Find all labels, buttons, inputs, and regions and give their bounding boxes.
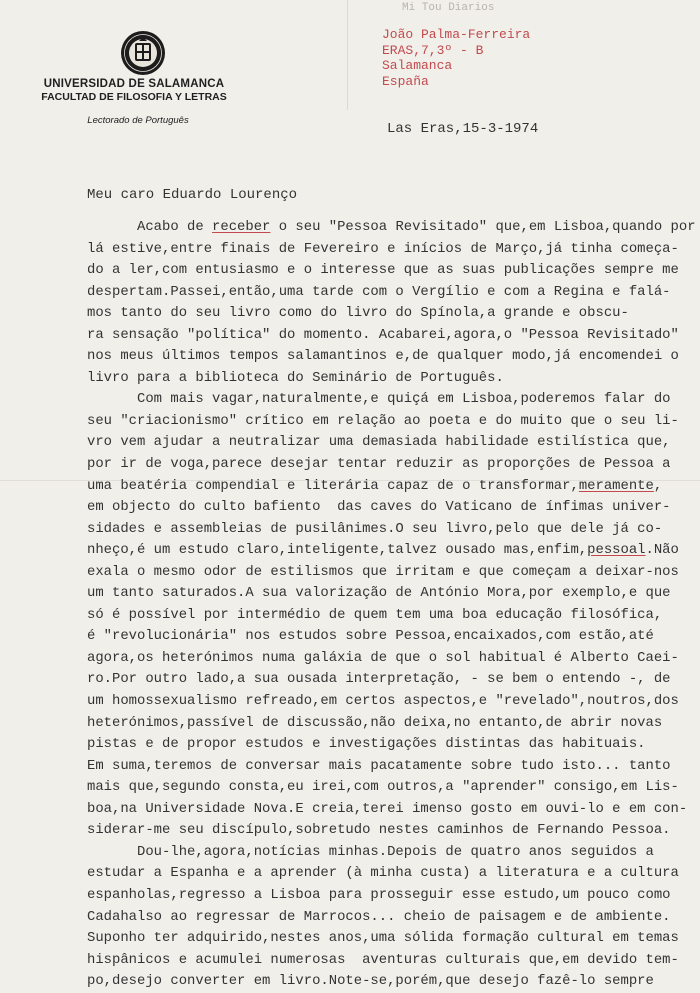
- body-line: [87, 691, 691, 713]
- body-text-segment: ,: [653, 477, 663, 494]
- body-text-segment: nheço,é um estudo claro,inteligente,talvez ousado mas,enfim,: [87, 542, 588, 559]
- body-line: [87, 756, 691, 778]
- body-text-segment: uma beatéria compendial e literária capaz de o transformar,: [87, 477, 579, 494]
- body-line: [87, 713, 691, 735]
- body-text-segment: ro.Por outro lado,a sua ousada interpretação, - se bem o entendo -, de: [87, 671, 671, 688]
- body-line: [87, 454, 691, 476]
- sender-city: Salamanca: [382, 58, 453, 73]
- body-text-segment: despertam.Passei,então,uma tarde com o Vergílio e com a Regina e falá-: [87, 283, 671, 300]
- body-text-segment: Suponho ter adquirido,nestes anos,uma sólida formação cultural em temas: [87, 930, 679, 947]
- body-text-segment: boa,na Universidade Nova.E creia,terei imenso gosto em ouvi-lo e em con-: [87, 800, 688, 817]
- body-text-segment: ra sensação "política" do momento. Acabarei,agora,o "Pessoa Revisitado": [87, 326, 679, 343]
- body-line: [87, 562, 691, 584]
- body-line: [87, 820, 691, 842]
- body-text-segment: Cadahalso ao regressar de Marrocos... cheio de paisagem e de ambiente.: [87, 908, 671, 925]
- body-text-segment: só é possível por intermédio de quem tem uma boa educação filosófica,: [87, 606, 663, 623]
- department-name: Lectorado de Português: [87, 115, 189, 126]
- body-line: [87, 842, 691, 864]
- body-line: [87, 605, 691, 627]
- body-line: [87, 389, 691, 411]
- body-line: [87, 971, 691, 993]
- body-text-segment: seu "criacionismo" crítico em relação ao poeta e do muito que o seu li-: [87, 412, 679, 429]
- university-seal-icon: [120, 30, 166, 76]
- body-text-segment: por ir de voga,parece desejar tentar reduzir as proporções de Pessoa a: [87, 456, 671, 473]
- body-text-segment: .Não: [645, 542, 679, 559]
- sender-country: España: [382, 73, 429, 89]
- body-text-segment: estudar a Espanha e a aprender (à minha custa) a literatura e a cultura: [87, 865, 679, 882]
- body-text-segment: em objecto do culto bafiento das caves do Vaticano de ínfimas univer-: [87, 499, 671, 516]
- university-name: UNIVERSIDAD DE SALAMANCA: [43, 78, 225, 90]
- body-text-segment: espanholas,regresso a Lisboa para prosseguir esse estudo,um pouco como: [87, 886, 671, 903]
- body-text-segment: mos tanto do seu livro como do livro do Spínola,a grande e obscu-: [87, 305, 629, 322]
- body-text-segment: exala o mesmo odor de estilismos que irritam e que começam a deixar-nos: [87, 563, 679, 580]
- body-line: [87, 799, 691, 821]
- body-line: [87, 540, 691, 562]
- underlined-word: meramente: [578, 477, 654, 494]
- body-line: [87, 303, 691, 325]
- body-line: [87, 626, 691, 648]
- body-line: [87, 282, 691, 304]
- body-text-segment: siderar-me seu discípulo,sobretudo nestes caminhos de Fernando Pessoa.: [87, 822, 671, 839]
- body-text-segment: agora,os heterónimos numa galáxia de que o sol habitual é Alberto Caei-: [87, 649, 679, 666]
- body-line: [87, 432, 691, 454]
- faculty-name: FACULTAD DE FILOSOFIA Y LETRAS: [41, 91, 227, 103]
- body-text-segment: é "revolucionária" nos estudos sobre Pessoa,encaixados,com estão,até: [87, 628, 654, 645]
- body-text-segment: do a ler,com entusiasmo e o interesse que as suas publicações sempre me: [87, 262, 679, 279]
- body-text-segment: um homossexualismo refreado,em certos aspectos,e "revelado",noutros,dos: [87, 693, 679, 710]
- body-line: [87, 648, 691, 670]
- body-text-segment: Com mais vagar,naturalmente,e quiçá em Lisboa,poderemos falar do: [87, 391, 671, 408]
- body-text-segment: Dou-lhe,agora,notícias minhas.Depois de quatro anos seguidos a: [87, 843, 654, 860]
- body-text-segment: um tanto saturados.A sua valorização de António Mora,por exemplo,e que: [87, 585, 671, 602]
- body-line: [87, 260, 691, 282]
- body-line: [87, 476, 691, 498]
- body-line: [87, 863, 691, 885]
- body-text-segment: hispânicos e acumulei numerosas aventuras culturais que,em devido tem-: [87, 951, 679, 968]
- body-line: [87, 325, 691, 347]
- body-line: [87, 497, 691, 519]
- body-line: [87, 411, 691, 433]
- body-text-segment: o seu "Pessoa Revisitado" que,em Lisboa,quando por: [270, 219, 696, 235]
- body-text-segment: sidades e assembleias de pusilânimes.O seu livro,pelo que dele já co-: [87, 520, 663, 537]
- body-text-segment: heterónimos,passível de discussão,não deixa,no entanto,de abrir novas: [87, 714, 663, 731]
- letter-body: [87, 217, 696, 993]
- underlined-word: receber: [212, 219, 271, 235]
- body-text-segment: mais que,segundo consta,eu irei,com outros,a "aprender" consigo,em Lis-: [87, 779, 679, 796]
- body-line: [87, 777, 691, 799]
- body-line: [87, 368, 691, 390]
- sender-street: ERAS,7,3º - B: [382, 42, 484, 58]
- body-text-segment: vro vem ajudar a neutralizar uma demasiada habilidade estilística que,: [87, 434, 671, 451]
- body-text-segment: livro para a biblioteca do Seminário de Português.: [87, 369, 504, 386]
- sender-address: [382, 27, 530, 89]
- sender-name: João Palma-Ferreira: [382, 27, 531, 42]
- body-text-segment: pistas e de propor estudos e investigações distintas das habituais.: [87, 736, 646, 753]
- body-line: [87, 734, 691, 756]
- letter-date: Las Eras,15-3-1974: [387, 121, 539, 137]
- fold-line-vertical: [347, 0, 348, 110]
- body-text-segment: po,desejo converter em livro.Note-se,porém,que desejo fazê-lo sempre: [87, 973, 654, 990]
- body-line: [87, 217, 696, 239]
- salutation: Meu caro Eduardo Lourenço: [87, 187, 298, 203]
- body-line: [87, 669, 691, 691]
- body-line: [87, 346, 691, 368]
- underlined-word: pessoal: [587, 542, 646, 559]
- body-line: [87, 519, 691, 541]
- body-line: [87, 583, 691, 605]
- body-line: [87, 239, 691, 261]
- body-text-segment: Em suma,teremos de conversar mais pacatamente sobre tudo isto... tanto: [87, 757, 671, 774]
- body-line: [87, 928, 691, 950]
- letterhead: [28, 30, 258, 126]
- body-line: [87, 907, 691, 929]
- body-line: [87, 885, 691, 907]
- faint-header-text: Mi Tou Diarios: [402, 2, 495, 14]
- body-text-segment: lá estive,entre finais de Fevereiro e inícios de Março,já tinha começa-: [87, 240, 679, 257]
- body-text-segment: nos meus últimos tempos salamantinos e,de qualquer modo,já encomendei o: [87, 348, 679, 365]
- body-text-segment: Acabo de: [87, 219, 213, 235]
- body-line: [87, 950, 691, 972]
